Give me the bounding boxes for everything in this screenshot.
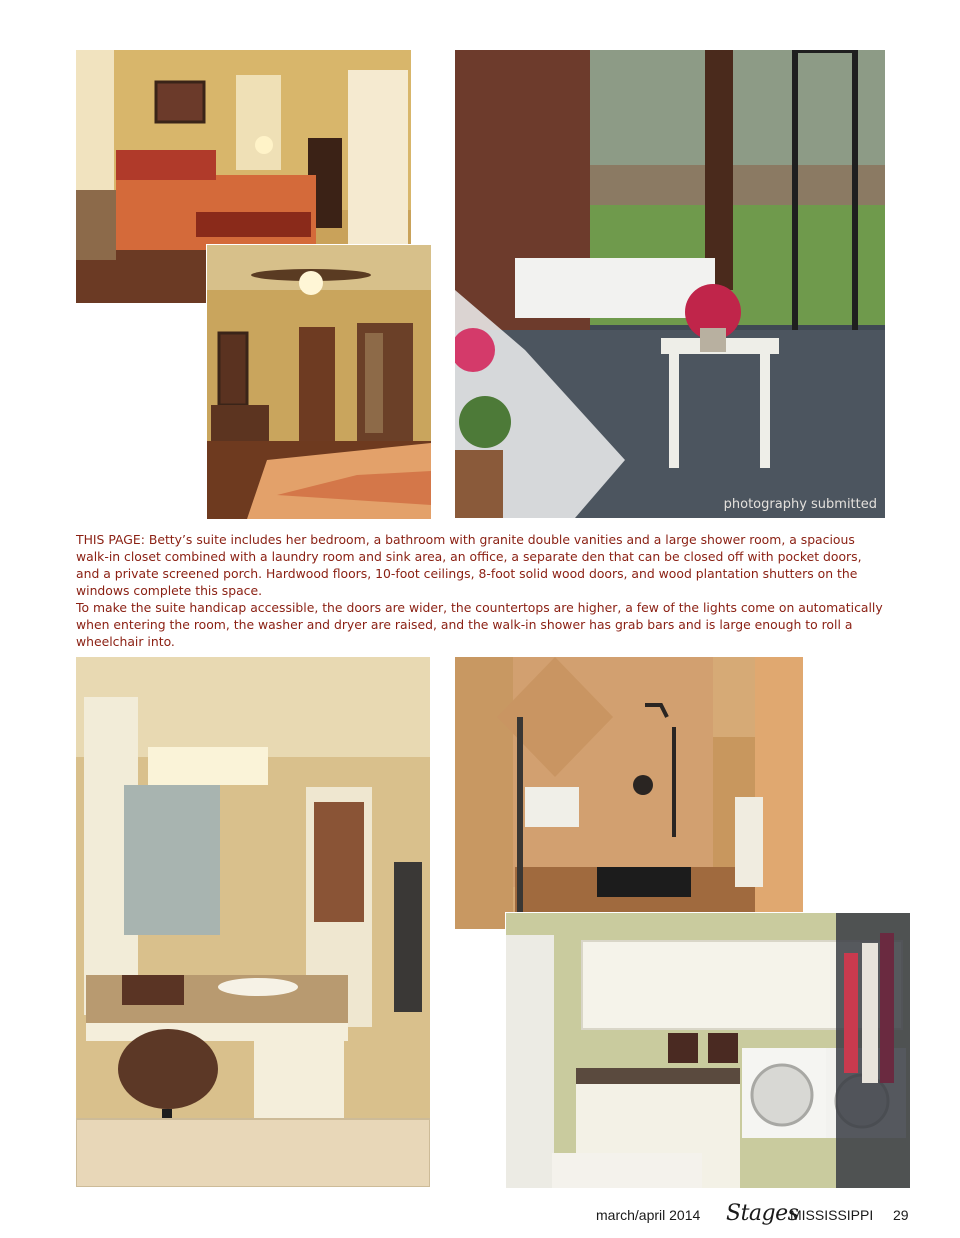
caption-paragraph-1: THIS PAGE: Betty’s suite includes her bedroom, a bathroom with granite double vanities and a large shower room, a spacious walk-in closet combined with a laundry room and sink area, an office, a separate den that can be closed off with pocket doors, and a private screened porch. Hardwood floors, 10-foot ceilings, 8-foot solid wood doors, and wood plantation shutters on the windows complete this space. [76,532,862,598]
vanity-photo [76,657,430,1187]
porch-photo [455,50,885,518]
issue-date: march/april 2014 [596,1207,701,1223]
page-number: 29 [893,1207,909,1223]
den-photo [206,244,432,520]
caption-paragraph-2: To make the suite handicap accessible, the doors are wider, the countertops are higher, a few of the lights come on automatically when entering the room, the washer and dryer are raised, and the walk-in shower has grab bars and is large enough to roll a wheelchair into. [76,600,883,649]
magazine-title-state: MISSISSIPPI [790,1207,874,1223]
laundry-photo [505,912,911,1189]
photo-credit: photography submitted [723,497,877,512]
magazine-title-script: Stages [726,1201,799,1226]
shower-photo [455,657,803,929]
page-footer [0,1203,960,1227]
